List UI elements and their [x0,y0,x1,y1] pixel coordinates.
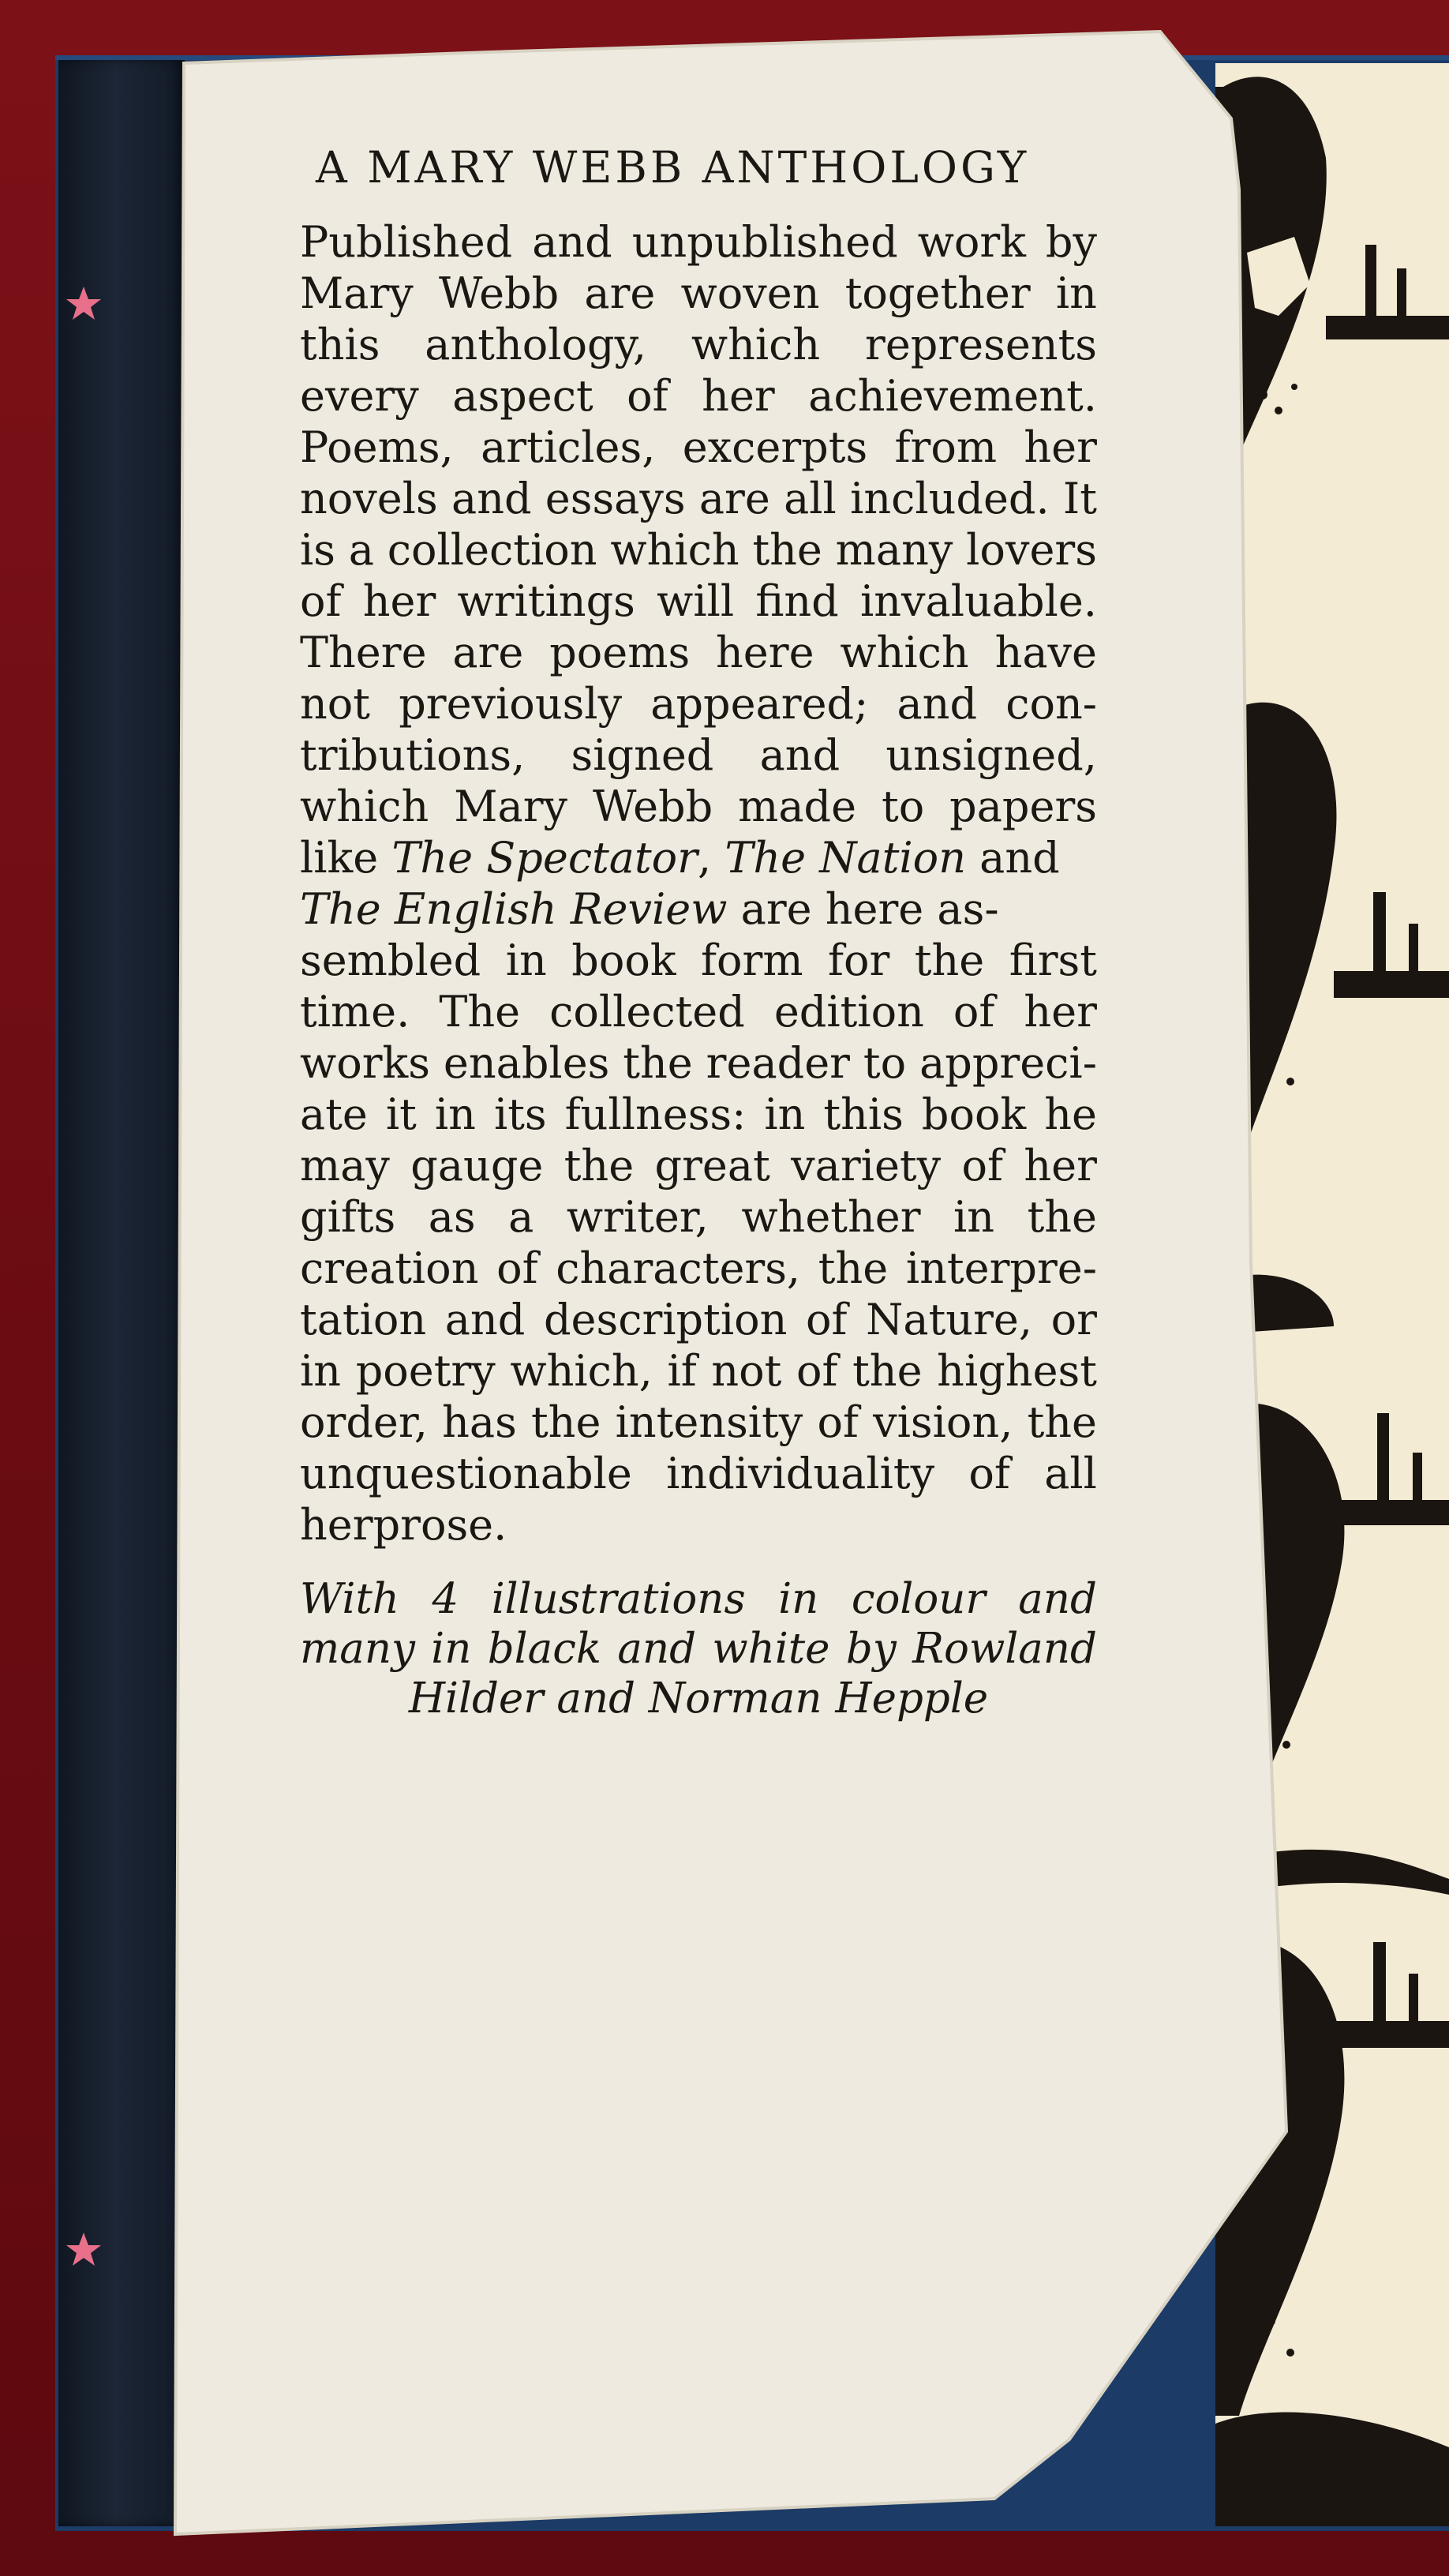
blurb-word: are [698,474,770,523]
illustration-credits [300,1574,1097,1723]
credits-line [300,1574,1097,1624]
blurb-word: papers [949,782,1097,831]
blurb-line [300,473,1097,524]
blurb-word: Published [300,217,513,267]
blurb-word: previously [399,679,623,729]
blurb-word: Poems, [300,422,454,472]
blurb-word: represents [865,320,1097,369]
blurb-word: which, [510,1346,653,1396]
blurb-line [300,935,1097,986]
blurb-word: novels [300,474,438,523]
blurb-line [300,678,1097,729]
blurb-word: for [828,936,890,985]
blurb-word: ate [300,1089,368,1139]
blurb-word: time. [300,987,410,1037]
blurb-word: her [1024,1141,1097,1191]
blurb-word: a [508,1192,534,1242]
credits-word: many [300,1625,415,1673]
blurb-word: writer, [566,1192,709,1242]
blurb-word: book [571,936,676,985]
blurb-word: Mary [300,268,414,318]
blurb-word: Webb [592,782,713,831]
blurb-word: and [759,730,841,780]
blurb-line [300,1191,1097,1243]
credits-word: in [431,1625,472,1673]
blurb-paragraph [300,216,1097,1550]
credits-word: in [778,1575,819,1623]
blurb-word: which [840,628,969,677]
blurb-line [300,1499,1097,1550]
blurb-word: are [452,628,524,677]
blurb-word: all [784,474,837,523]
blurb-word: in [300,1346,342,1396]
blurb-word: sembled [300,936,481,985]
blurb-word: excerpts [682,422,868,472]
blurb-word: individuality [666,1449,935,1498]
blurb-word: which [610,525,739,575]
blurb-word: Nature, [866,1295,1033,1344]
blurb-word: the [914,936,985,985]
blurb-word: appeared; [650,679,869,729]
blurb-word: it [385,1089,417,1139]
blurb-word: highest [937,1346,1097,1396]
blurb-word: by [1045,217,1097,267]
blurb-text: like [300,833,392,883]
blurb-word: the [852,1346,923,1396]
credits-word: colour [851,1575,986,1623]
blurb-word: works [300,1038,430,1088]
blurb-word: prose. [373,1500,507,1550]
blurb-line [300,370,1097,422]
blurb-word: lovers [966,525,1097,575]
blurb-line [300,729,1097,781]
blurb-word: enables [443,1038,610,1088]
blurb-line [300,422,1097,473]
blurb-line-content [300,883,999,935]
blurb-word: The [439,987,521,1037]
credits-word: white [712,1625,830,1673]
blurb-word: may [300,1141,390,1191]
blurb-line [300,1397,1097,1448]
blurb-word: of [796,1346,838,1396]
blurb-word: of [817,1397,859,1447]
blurb-word: vision, [873,1397,1013,1447]
blurb-word: he [1044,1089,1097,1139]
blurb-word: Webb [439,268,560,318]
blurb-word: her [300,1500,373,1550]
blurb-line [300,781,1097,832]
blurb-word: signed [571,730,714,780]
blurb-word: are [584,268,656,318]
blurb-word: reader [706,1038,850,1088]
blurb-word: characters, [556,1243,801,1293]
blurb-word: the [1027,1397,1097,1447]
blurb-word: included. [850,474,1050,523]
blurb-word: articles, [481,422,656,472]
blurb-word: a [348,525,374,575]
blurb-word: the [564,1141,635,1191]
blurb-word: this [300,320,380,369]
blurb-word: in [434,1089,476,1139]
periodical-title: The Spectator [391,833,698,883]
blurb-word: appreci- [919,1038,1097,1088]
blurb-word: tributions, [300,730,526,780]
blurb-word: have [994,628,1097,677]
credits-word: With [300,1575,399,1623]
periodical-title: The Nation [724,833,966,883]
blurb-word: whether [741,1192,921,1242]
blurb-line [300,627,1097,678]
credits-word: by [845,1625,897,1673]
blurb-word: tation [300,1295,427,1344]
blurb-word: intensity [615,1397,803,1447]
blurb-word: gauge [410,1141,544,1191]
blurb-word: It [1062,474,1097,523]
blurb-line-content [300,832,1060,883]
blurb-word: from [894,422,998,472]
blurb-word: description [543,1295,788,1344]
blurb-word: as [428,1192,476,1242]
blurb-word: and [897,679,978,729]
flap-heading: A MARY WEBB ANTHOLOGY [316,142,1030,193]
blurb-word: Mary [454,782,568,831]
blurb-word: made [738,782,857,831]
blurb-word: unsigned, [886,730,1097,780]
blurb-word: the [818,1243,889,1293]
blurb-line [300,832,1097,883]
blurb-word: creation [300,1243,479,1293]
blurb-word: con- [1005,679,1097,729]
blurb-word: collection [387,525,597,575]
blurb-word: not [300,679,370,729]
blurb-text: are here as- [727,884,999,934]
blurb-word: together [844,268,1031,318]
blurb-word: find [755,576,839,626]
blurb-word: of [300,576,342,626]
blurb-word: invaluable. [860,576,1097,626]
credits-word: and [617,1625,697,1673]
credits-line [300,1624,1097,1674]
blurb-word: the [1027,1192,1097,1242]
blurb-word: poetry [355,1346,496,1396]
blurb-line [300,1243,1097,1294]
blurb-line [300,1037,1097,1089]
blurb-word: not [711,1346,782,1396]
blurb-word: poems [549,628,691,677]
blurb-line [300,216,1097,268]
blurb-word: and [444,1295,526,1344]
blurb-word: or [1050,1295,1097,1344]
blurb-word: if [667,1346,697,1396]
blurb-line [300,986,1097,1037]
blurb-word: work [917,217,1026,267]
blurb-word: There [300,628,427,677]
blurb-word: gifts [300,1192,396,1242]
blurb-word: in [505,936,547,985]
blurb-word: book [921,1089,1027,1139]
credits-line: Hilder and Norman Hepple [408,1674,989,1723]
blurb-word: unquestionable [300,1449,632,1498]
blurb-word: many [835,525,953,575]
jacket-flap-text [300,142,1097,1723]
credits-word: black [487,1625,602,1673]
blurb-word: of [961,1141,1003,1191]
blurb-word: its [493,1089,547,1139]
blurb-word: to [863,1038,907,1088]
blurb-word: interpre- [905,1243,1097,1293]
blurb-word: order, [300,1397,428,1447]
blurb-word: will [657,576,735,626]
blurb-word: here [716,628,814,677]
blurb-word: of [968,1449,1010,1498]
blurb-word: the [752,525,822,575]
blurb-word: aspect [452,371,593,421]
blurb-word: fullness: [564,1089,747,1139]
blurb-word: of [953,987,995,1037]
credits-word: Rowland [912,1625,1097,1673]
blurb-word: which [691,320,821,369]
blurb-word: edition [773,987,924,1037]
blurb-word: woven [680,268,820,318]
blurb-word: her [1024,422,1097,472]
blurb-line [300,524,1097,576]
blurb-word: every [300,371,419,421]
blurb-word: of [496,1243,538,1293]
blurb-word: and [451,474,532,523]
blurb-word: the [623,1038,693,1088]
blurb-word: first [1009,936,1097,985]
blurb-line [300,319,1097,370]
blurb-word: in [1055,268,1097,318]
blurb-line [300,1294,1097,1345]
blurb-word: anthology, [425,320,647,369]
blurb-text: , [698,833,725,883]
blurb-line [300,1140,1097,1191]
blurb-word: achievement. [808,371,1097,421]
credits-word: and [1018,1575,1097,1623]
blurb-word: great [654,1141,770,1191]
periodical-title: The English Review [300,884,728,934]
blurb-line [300,1089,1097,1140]
blurb-word: form [701,936,803,985]
blurb-word: and [532,217,612,267]
blurb-word: to [882,782,925,831]
blurb-line [300,1345,1097,1397]
blurb-word: which [300,782,429,831]
blurb-line [300,1448,1097,1499]
blurb-line [300,883,1097,935]
blurb-line [300,576,1097,627]
blurb-line [300,268,1097,319]
blurb-word: her [702,371,775,421]
blurb-word: collected [549,987,745,1037]
blurb-word: all [1044,1449,1097,1498]
blurb-word: essays [545,474,686,523]
blurb-text: and [965,833,1060,883]
blurb-word: of [627,371,668,421]
blurb-word: this [823,1089,904,1139]
blurb-word: the [530,1397,601,1447]
blurb-word: is [300,525,335,575]
blurb-word: of [806,1295,848,1344]
blurb-word: in [953,1192,995,1242]
credits-word: 4 [432,1575,459,1623]
blurb-word: variety [791,1141,942,1191]
blurb-word: writings [457,576,635,626]
credits-word: illustrations [491,1575,746,1623]
blurb-word: unpublished [631,217,898,267]
blurb-word: has [442,1397,517,1447]
blurb-word: in [764,1089,806,1139]
blurb-word: her [1024,987,1097,1037]
blurb-word: her [362,576,436,626]
